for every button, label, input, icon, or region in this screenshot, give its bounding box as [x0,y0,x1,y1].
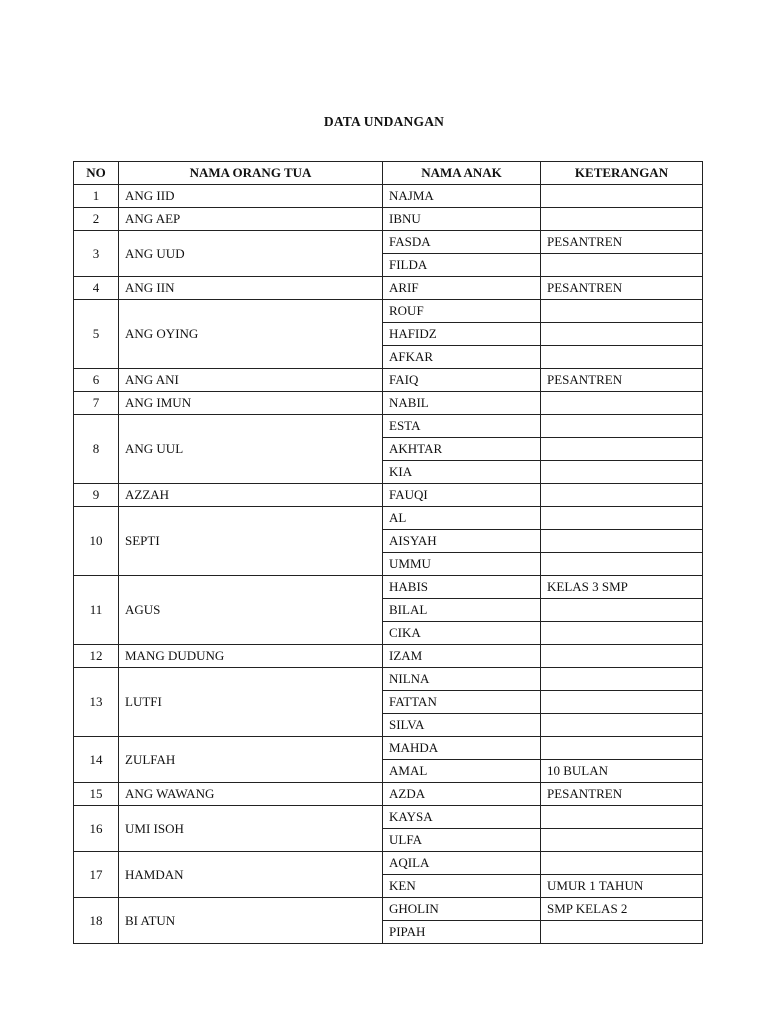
note-cell [541,438,703,461]
note-cell: PESANTREN [541,783,703,806]
table-row [74,369,703,392]
row-number: 2 [74,208,119,231]
child-name: ULFA [383,829,541,852]
row-number: 4 [74,277,119,300]
child-name: AMAL [383,760,541,783]
table-header [74,162,703,185]
row-number: 14 [74,737,119,783]
note-cell [541,323,703,346]
child-name: GHOLIN [383,898,541,921]
child-name: FAUQI [383,484,541,507]
note-cell [541,300,703,323]
child-name: ARIF [383,277,541,300]
note-cell [541,921,703,944]
child-name: SILVA [383,714,541,737]
note-cell [541,852,703,875]
row-number: 8 [74,415,119,484]
note-cell [541,415,703,438]
parent-name: ANG IID [119,185,383,208]
table-row [74,852,703,875]
table-row [74,392,703,415]
parent-name: ANG IMUN [119,392,383,415]
header-child-name: NAMA ANAK [383,162,541,185]
table-row [74,668,703,691]
parent-name: SEPTI [119,507,383,576]
parent-name: ZULFAH [119,737,383,783]
header-note: KETERANGAN [541,162,703,185]
child-name: PIPAH [383,921,541,944]
child-name: UMMU [383,553,541,576]
parent-name: ANG IIN [119,277,383,300]
row-number: 3 [74,231,119,277]
child-name: ESTA [383,415,541,438]
row-number: 16 [74,806,119,852]
parent-name: UMI ISOH [119,806,383,852]
row-number: 7 [74,392,119,415]
note-cell: PESANTREN [541,369,703,392]
parent-name: BI ATUN [119,898,383,944]
note-cell [541,599,703,622]
note-cell [541,691,703,714]
note-cell [541,185,703,208]
child-name: AZDA [383,783,541,806]
row-number: 12 [74,645,119,668]
child-name: FASDA [383,231,541,254]
table-row [74,783,703,806]
row-number: 1 [74,185,119,208]
child-name: ROUF [383,300,541,323]
child-name: NAJMA [383,185,541,208]
row-number: 15 [74,783,119,806]
parent-name: ANG AEP [119,208,383,231]
note-cell: PESANTREN [541,231,703,254]
child-name: MAHDA [383,737,541,760]
parent-name: ANG OYING [119,300,383,369]
child-name: AKHTAR [383,438,541,461]
table-row [74,415,703,438]
table-row [74,300,703,323]
note-cell [541,645,703,668]
table-row [74,898,703,921]
note-cell [541,461,703,484]
child-name: HAFIDZ [383,323,541,346]
child-name: AFKAR [383,346,541,369]
table-row [74,185,703,208]
note-cell [541,553,703,576]
row-number: 10 [74,507,119,576]
child-name: FATTAN [383,691,541,714]
parent-name: MANG DUDUNG [119,645,383,668]
note-cell [541,346,703,369]
note-cell [541,484,703,507]
table-row [74,484,703,507]
parent-name: AGUS [119,576,383,645]
child-name: AISYAH [383,530,541,553]
child-name: KEN [383,875,541,898]
child-name: NILNA [383,668,541,691]
row-number: 6 [74,369,119,392]
note-cell: PESANTREN [541,277,703,300]
child-name: KAYSA [383,806,541,829]
row-number: 11 [74,576,119,645]
table-row [74,231,703,254]
table-row [74,208,703,231]
table-row [74,507,703,530]
parent-name: ANG UUD [119,231,383,277]
child-name: NABIL [383,392,541,415]
table-row [74,576,703,599]
table-row [74,806,703,829]
parent-name: HAMDAN [119,852,383,898]
row-number: 17 [74,852,119,898]
header-parent-name: NAMA ORANG TUA [119,162,383,185]
note-cell: SMP KELAS 2 [541,898,703,921]
header-row [74,162,703,185]
child-name: AL [383,507,541,530]
note-cell [541,668,703,691]
parent-name: ANG WAWANG [119,783,383,806]
parent-name: LUTFI [119,668,383,737]
header-no: NO [74,162,119,185]
note-cell: UMUR 1 TAHUN [541,875,703,898]
note-cell [541,737,703,760]
child-name: HABIS [383,576,541,599]
child-name: FILDA [383,254,541,277]
document-title: DATA UNDANGAN [323,114,445,129]
row-number: 18 [74,898,119,944]
child-name: FAIQ [383,369,541,392]
table-row [74,645,703,668]
parent-name: ANG UUL [119,415,383,484]
note-cell [541,829,703,852]
table-row [74,277,703,300]
note-cell: 10 BULAN [541,760,703,783]
parent-name: AZZAH [119,484,383,507]
child-name: CIKA [383,622,541,645]
note-cell [541,507,703,530]
table-row [74,737,703,760]
note-cell [541,254,703,277]
note-cell: KELAS 3 SMP [541,576,703,599]
row-number: 9 [74,484,119,507]
note-cell [541,714,703,737]
note-cell [541,208,703,231]
row-number: 5 [74,300,119,369]
child-name: IZAM [383,645,541,668]
child-name: IBNU [383,208,541,231]
parent-name: ANG ANI [119,369,383,392]
child-name: BILAL [383,599,541,622]
note-cell [541,622,703,645]
invitation-table [73,161,703,944]
note-cell [541,392,703,415]
child-name: KIA [383,461,541,484]
note-cell [541,806,703,829]
row-number: 13 [74,668,119,737]
note-cell [541,530,703,553]
table-body [74,185,703,944]
child-name: AQILA [383,852,541,875]
